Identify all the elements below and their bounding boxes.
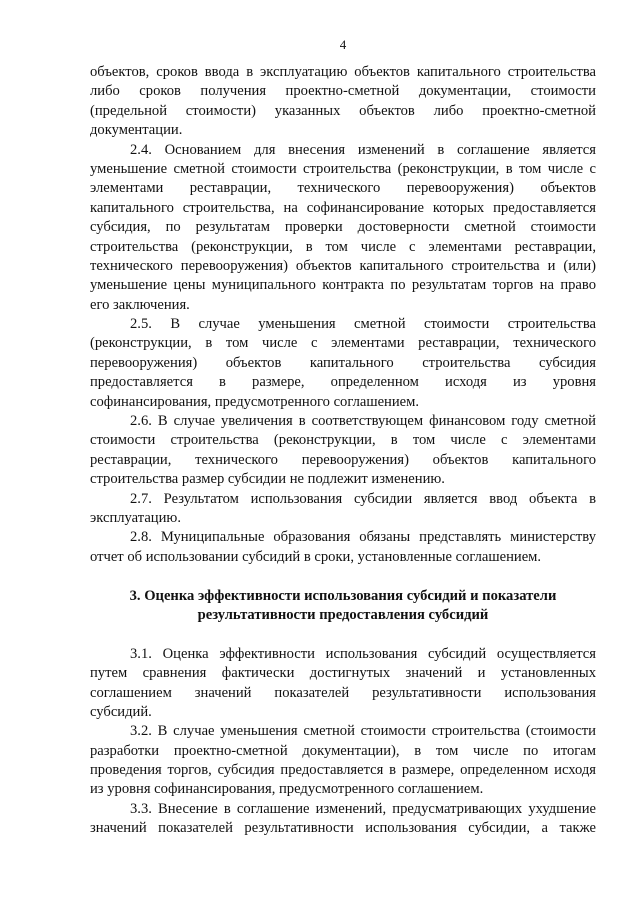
document-body — [90, 63, 596, 839]
text-line: значений показателей результативности использования субсидии, а также — [90, 820, 596, 837]
text-line: объектов, сроков ввода в эксплуатацию объектов капитального строительства — [90, 64, 596, 80]
text-line: перевооружения) объектов капитального строительства субсидия — [90, 354, 596, 371]
text-line: его заключения. — [90, 296, 190, 313]
text-line: (реконструкции, в том числе с элементами реставрации, технического — [90, 335, 596, 352]
paragraph — [90, 800, 596, 839]
paragraph — [90, 141, 596, 316]
text-line: 3.1. Оценка эффективности использования субсидий осуществляется — [130, 645, 596, 662]
text-line: стоимости строительства (реконструкции, в том числе с элементами — [90, 432, 596, 449]
text-line: 2.5. В случае уменьшения сметной стоимости строительства — [130, 316, 596, 333]
text-line: строительства размер субсидии не подлежит изменению. — [90, 471, 445, 488]
text-line: эксплуатацию. — [90, 509, 181, 526]
text-line: отчет об использовании субсидий в сроки, установленные соглашением. — [90, 548, 542, 565]
text-line: путем сравнения фактически достигнутых значений и установленных — [90, 665, 596, 682]
section-spacer — [90, 567, 596, 586]
section-spacer — [90, 625, 596, 644]
text-line: разработки проектно-сметной документации), в том числе по итогам — [90, 742, 596, 759]
text-line: 3.3. Внесение в соглашение изменений, предусматривающих ухудшение — [130, 800, 596, 817]
paragraph — [90, 63, 596, 141]
text-line: строительства (реконструкции, в том числе с элементами реставрации, — [90, 238, 596, 255]
text-line: (предельной стоимости) указанных объектов либо проектно-сметной — [90, 102, 596, 119]
text-line: соглашением значений показателей результативности использования — [90, 684, 596, 701]
text-line: документации. — [90, 122, 183, 139]
text-line: предоставляется в размере, определенном исходя из уровня — [90, 374, 596, 391]
text-line: технического перевооружения) объектов капитального строительства и (или) — [90, 257, 596, 274]
text-line: софинансирования, предусмотренного соглашением. — [90, 393, 420, 410]
paragraph — [90, 490, 596, 529]
paragraph — [90, 412, 596, 490]
text-line: 2.7. Результатом использования субсидии является ввод объекта в — [130, 490, 596, 507]
text-line: 2.4. Основанием для внесения изменений в соглашение является — [130, 141, 596, 158]
text-line: реставрации, технического перевооружения) объектов капитального — [90, 451, 596, 468]
text-line: 2.6. В случае увеличения в соответствующем финансовом году сметной — [130, 413, 596, 430]
text-line: субсидий. — [90, 703, 152, 720]
heading-line: 3. Оценка эффективности использования субсидий и показатели — [129, 587, 557, 604]
paragraph — [90, 722, 596, 800]
paragraph — [90, 645, 596, 723]
text-line: капитального строительства, на софинансирование которых предоставляется — [90, 199, 596, 216]
section-heading — [90, 587, 596, 626]
text-line: 2.8. Муниципальные образования обязаны представлять министерству — [130, 529, 596, 546]
text-line: из уровня софинансирования, предусмотренного соглашением. — [90, 781, 484, 798]
text-line: проведения торгов, субсидия предоставляется в размере, определенном исходя — [90, 762, 596, 779]
paragraph — [90, 528, 596, 567]
heading-line: результативности предоставления субсидий — [197, 606, 489, 623]
text-line: уменьшение сметной стоимости строительства (реконструкции, в том числе с — [90, 160, 596, 177]
page-number: 4 — [339, 37, 347, 52]
text-line: 3.2. В случае уменьшения сметной стоимости строительства (стоимости — [130, 723, 596, 740]
text-line: субсидия, по результатам проверки достоверности сметной стоимости — [90, 219, 596, 236]
text-line: элементами реставрации, технического перевооружения) объектов — [90, 180, 596, 197]
paragraph — [90, 315, 596, 412]
text-line: либо сроков получения проектно-сметной документации, стоимости — [90, 83, 596, 100]
text-line: уменьшение цены муниципального контракта по результатам торгов на право — [90, 277, 596, 294]
